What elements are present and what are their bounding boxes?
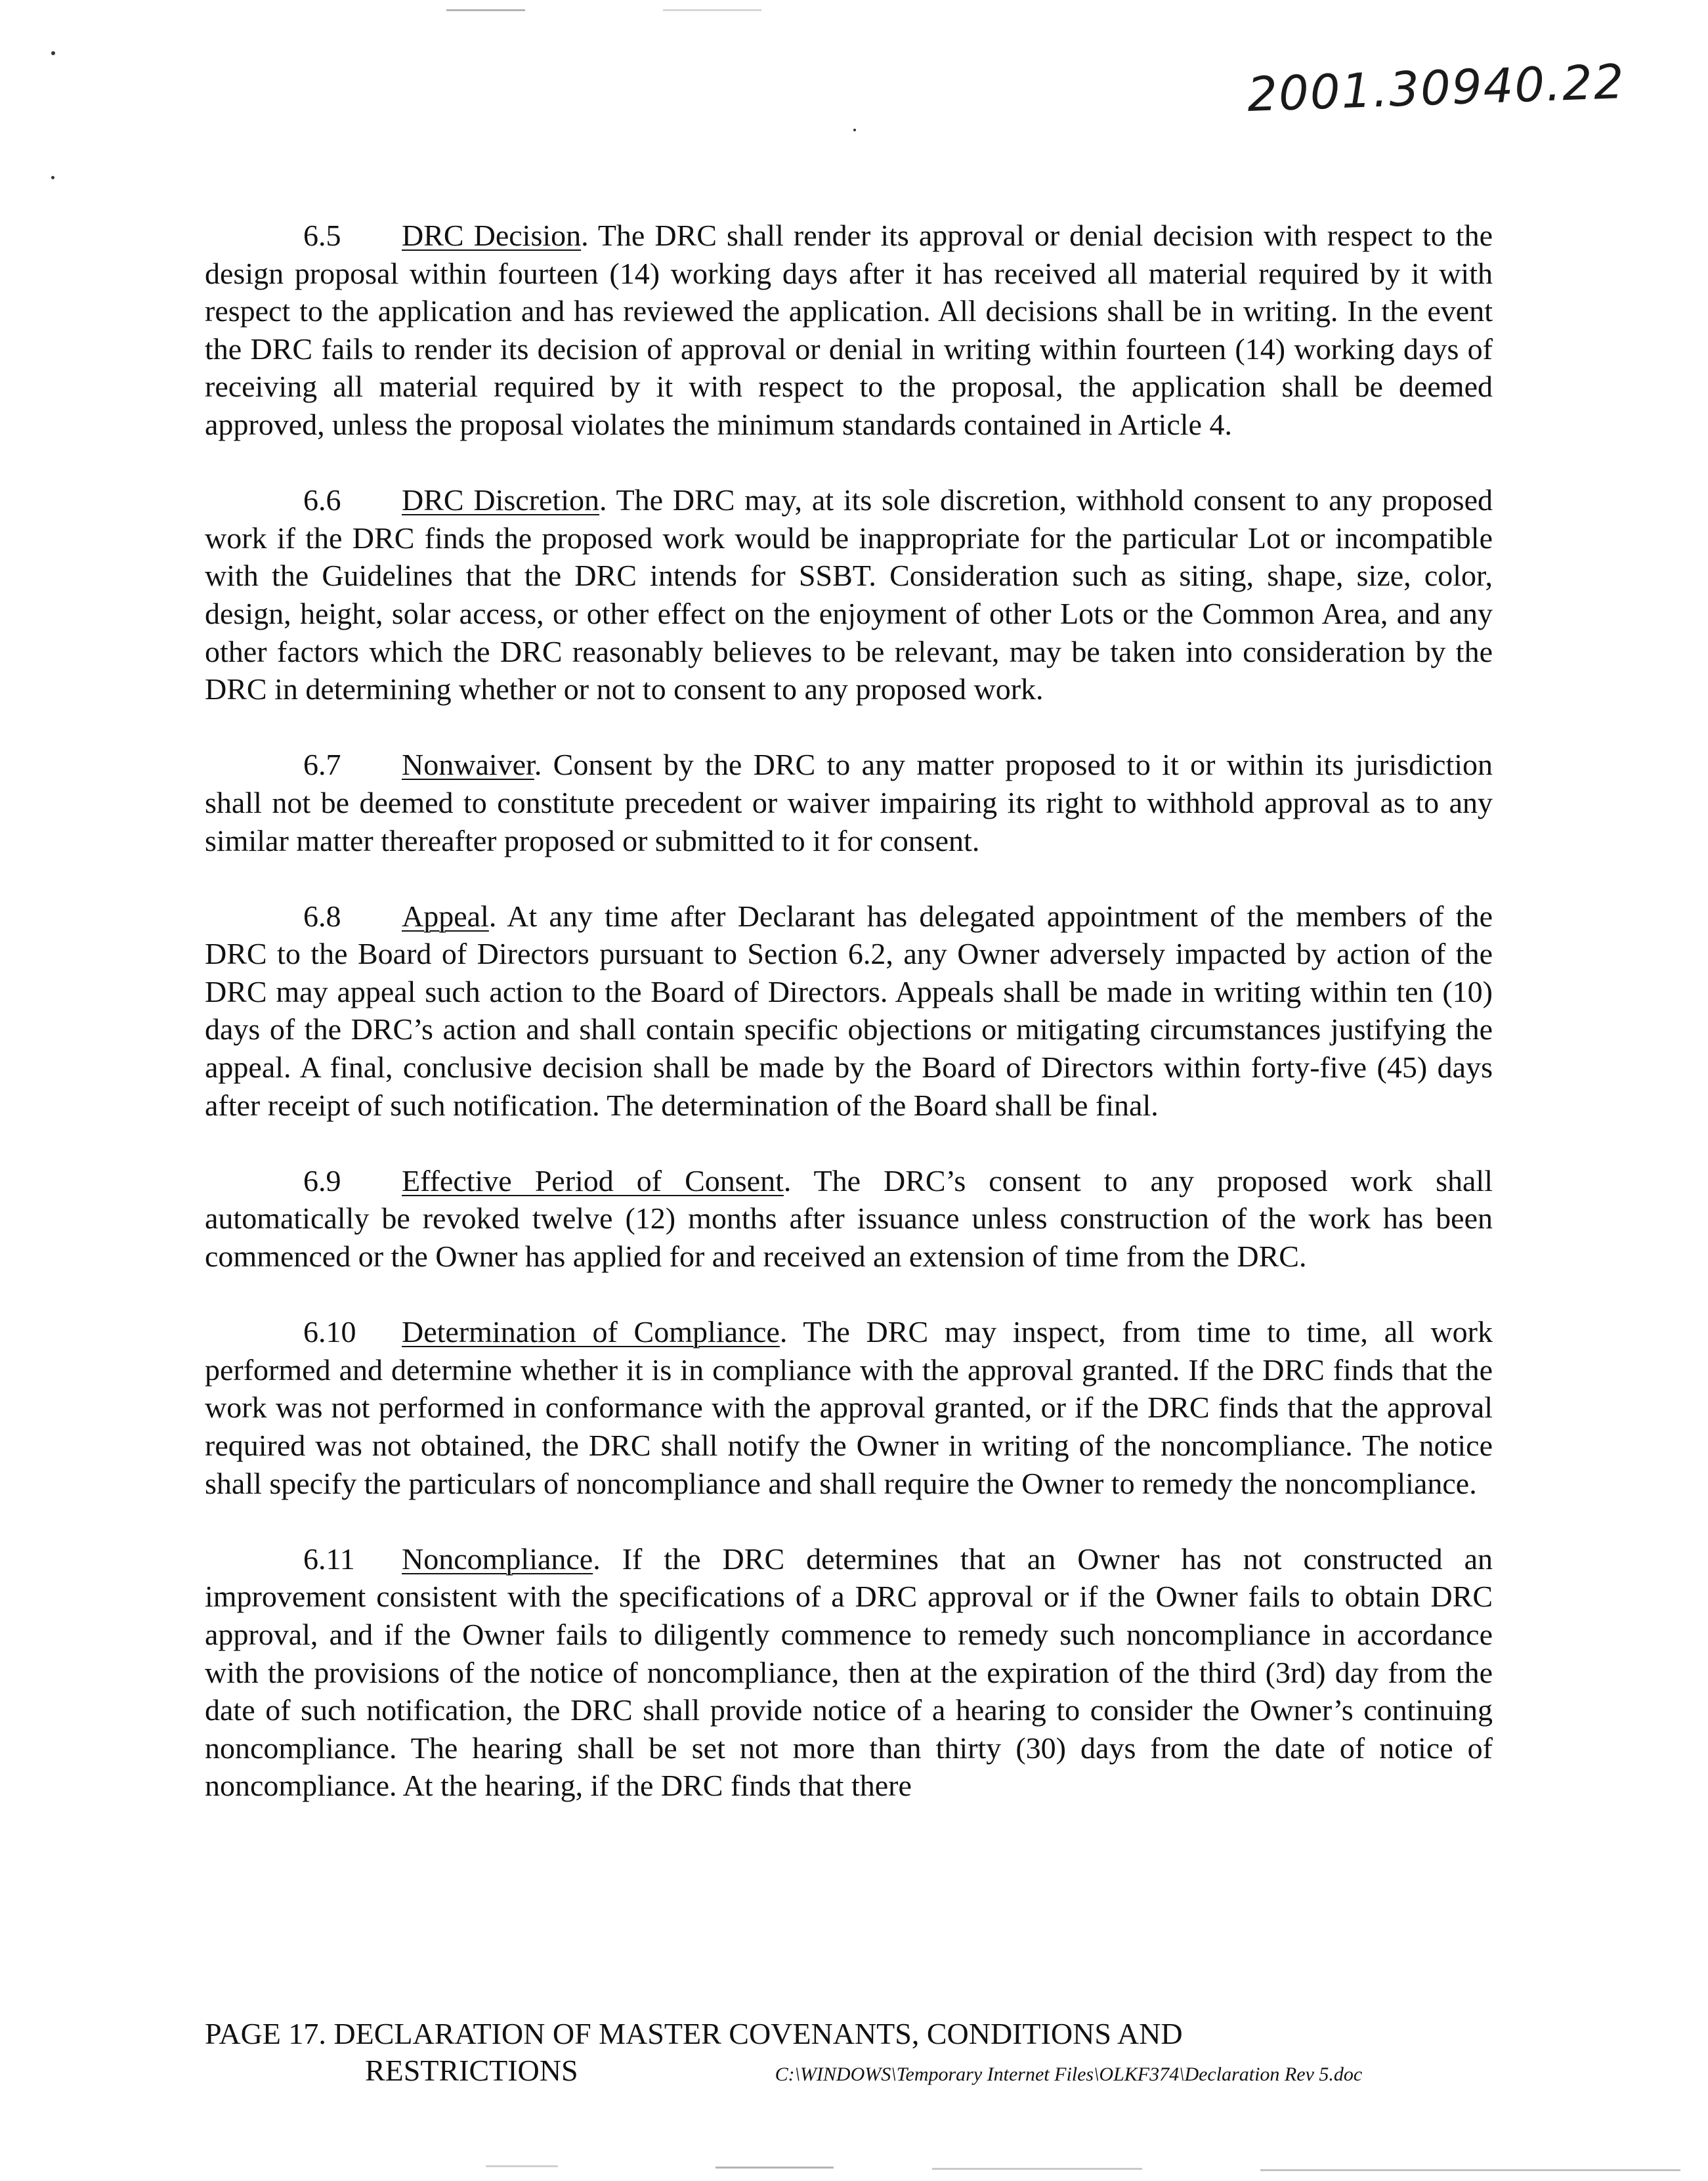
- section-heading: DRC Decision: [402, 219, 582, 252]
- scan-artifact: [932, 2168, 1142, 2170]
- section-6-10: [205, 1313, 1493, 1502]
- scan-artifact: [663, 9, 761, 11]
- scan-artifact: [715, 2167, 834, 2169]
- section-text: . Consent by the DRC to any matter proposed to it or within its jurisdiction shall not be deemed to constitute precedent or waiver impairing its right to withhold approval as to any similar matter thereafter proposed or submitted to it for consent.: [205, 748, 1493, 857]
- recording-number-stamp: 2001.30940.22: [1246, 53, 1626, 123]
- scan-speck: [51, 176, 54, 179]
- footer-title-line: PAGE 17. DECLARATION OF MASTER COVENANTS, CONDITIONS AND: [205, 2017, 1183, 2050]
- section-number: 6.9: [303, 1163, 341, 1198]
- section-text: . The DRC’s consent to any proposed work shall automatically be revoked twelve (12) months after issuance unless construction of the work has been commenced or the Owner has applied for and received an extension of time from the DRC.: [205, 1163, 1493, 1274]
- document-body: [205, 217, 1493, 1843]
- section-heading: Effective Period of Consent: [402, 1163, 784, 1198]
- section-text: . The DRC may, at its sole discretion, withhold consent to any proposed work if the DRC finds the proposed work would be inappropriate for the particular Lot or incompatible with the Guidelines that the DRC intends for SSBT. Consideration such as siting, shape, size, color, design, height, solar access, or other effect on the enjoyment of other Lots or the Common Area, and any other factors which the DRC reasonably believes to be relevant, may be taken into consideration by the DRC in determining whether or not to consent to any proposed work.: [205, 483, 1493, 706]
- section-text: . The DRC may inspect, from time to time, all work performed and determine whether it is in compliance with the approval granted. If the DRC finds that the work was not performed in conformance with the approval granted, or if the DRC finds that the approval required was not obtained, the DRC shall notify the Owner in writing of the noncompliance. The notice shall specify the particulars of noncompliance and shall require the Owner to remedy the noncompliance.: [205, 1315, 1493, 1500]
- scan-speck: [853, 129, 856, 131]
- file-path: C:\WINDOWS\Temporary Internet Files\OLKF374\Declaration Rev 5.doc: [775, 2063, 1363, 2085]
- page-footer: [205, 2016, 1518, 2093]
- section-6-5: [205, 217, 1493, 444]
- footer-title-continuation: [205, 2052, 1518, 2093]
- section-6-6: [205, 481, 1493, 708]
- section-number: 6.11: [303, 1542, 355, 1576]
- section-6-11: [205, 1540, 1493, 1805]
- section-heading: Nonwaiver: [402, 748, 534, 782]
- section-text: . The DRC shall render its approval or denial decision with respect to the design proposal within fourteen (14) working days after it has received all material required by it with respect to the application and has reviewed the application. All decisions shall be in writing. In the event the DRC fails to render its decision of approval or denial in writing within fourteen (14) working days of receiving all material required by it with respect to the proposal, the application shall be deemed approved, unless the proposal violates the minimum standards contained in Article 4.: [205, 219, 1493, 441]
- section-6-9: [205, 1162, 1493, 1276]
- scan-artifact: [486, 2165, 558, 2167]
- section-heading: Noncompliance: [402, 1542, 593, 1576]
- section-number: 6.5: [303, 219, 341, 252]
- section-number: 6.10: [303, 1315, 356, 1349]
- scan-artifact: [446, 9, 525, 11]
- section-number: 6.8: [303, 899, 341, 933]
- section-6-8: [205, 897, 1493, 1125]
- section-number: 6.7: [303, 748, 341, 782]
- section-heading: DRC Discretion: [402, 483, 600, 517]
- section-number: 6.6: [303, 483, 341, 517]
- section-text: . If the DRC determines that an Owner has not constructed an improvement consistent with the specifications of a DRC approval or if the Owner fails to obtain DRC approval, and if the Owner fails to diligently commence to remedy such noncompliance in accordance with the provisions of the notice of noncompliance, then at the expiration of the third (3rd) day from the date of such notification, the DRC shall provide notice of a hearing to consider the Owner’s continuing noncompliance. The hearing shall be set not more than thirty (30) days from the date of notice of noncompliance. At the hearing, if the DRC finds that there: [205, 1542, 1493, 1803]
- section-6-7: [205, 746, 1493, 859]
- section-text: . At any time after Declarant has delegated appointment of the members of the DRC to the Board of Directors pursuant to Section 6.2, any Owner adversely impacted by action of the DRC may appeal such action to the Board of Directors. Appeals shall be made in writing within ten (10) days of the DRC’s action and shall contain specific objections or mitigating circumstances justifying the appeal. A final, conclusive decision shall be made by the Board of Directors within forty-five (45) days after receipt of such notification. The determination of the Board shall be final.: [205, 899, 1493, 1122]
- footer-title-line2: RESTRICTIONS: [365, 2054, 578, 2087]
- scan-artifact: [1260, 2169, 1680, 2171]
- section-heading: Appeal: [402, 899, 489, 933]
- section-heading: Determination of Compliance: [402, 1315, 780, 1349]
- scan-speck: [51, 51, 55, 55]
